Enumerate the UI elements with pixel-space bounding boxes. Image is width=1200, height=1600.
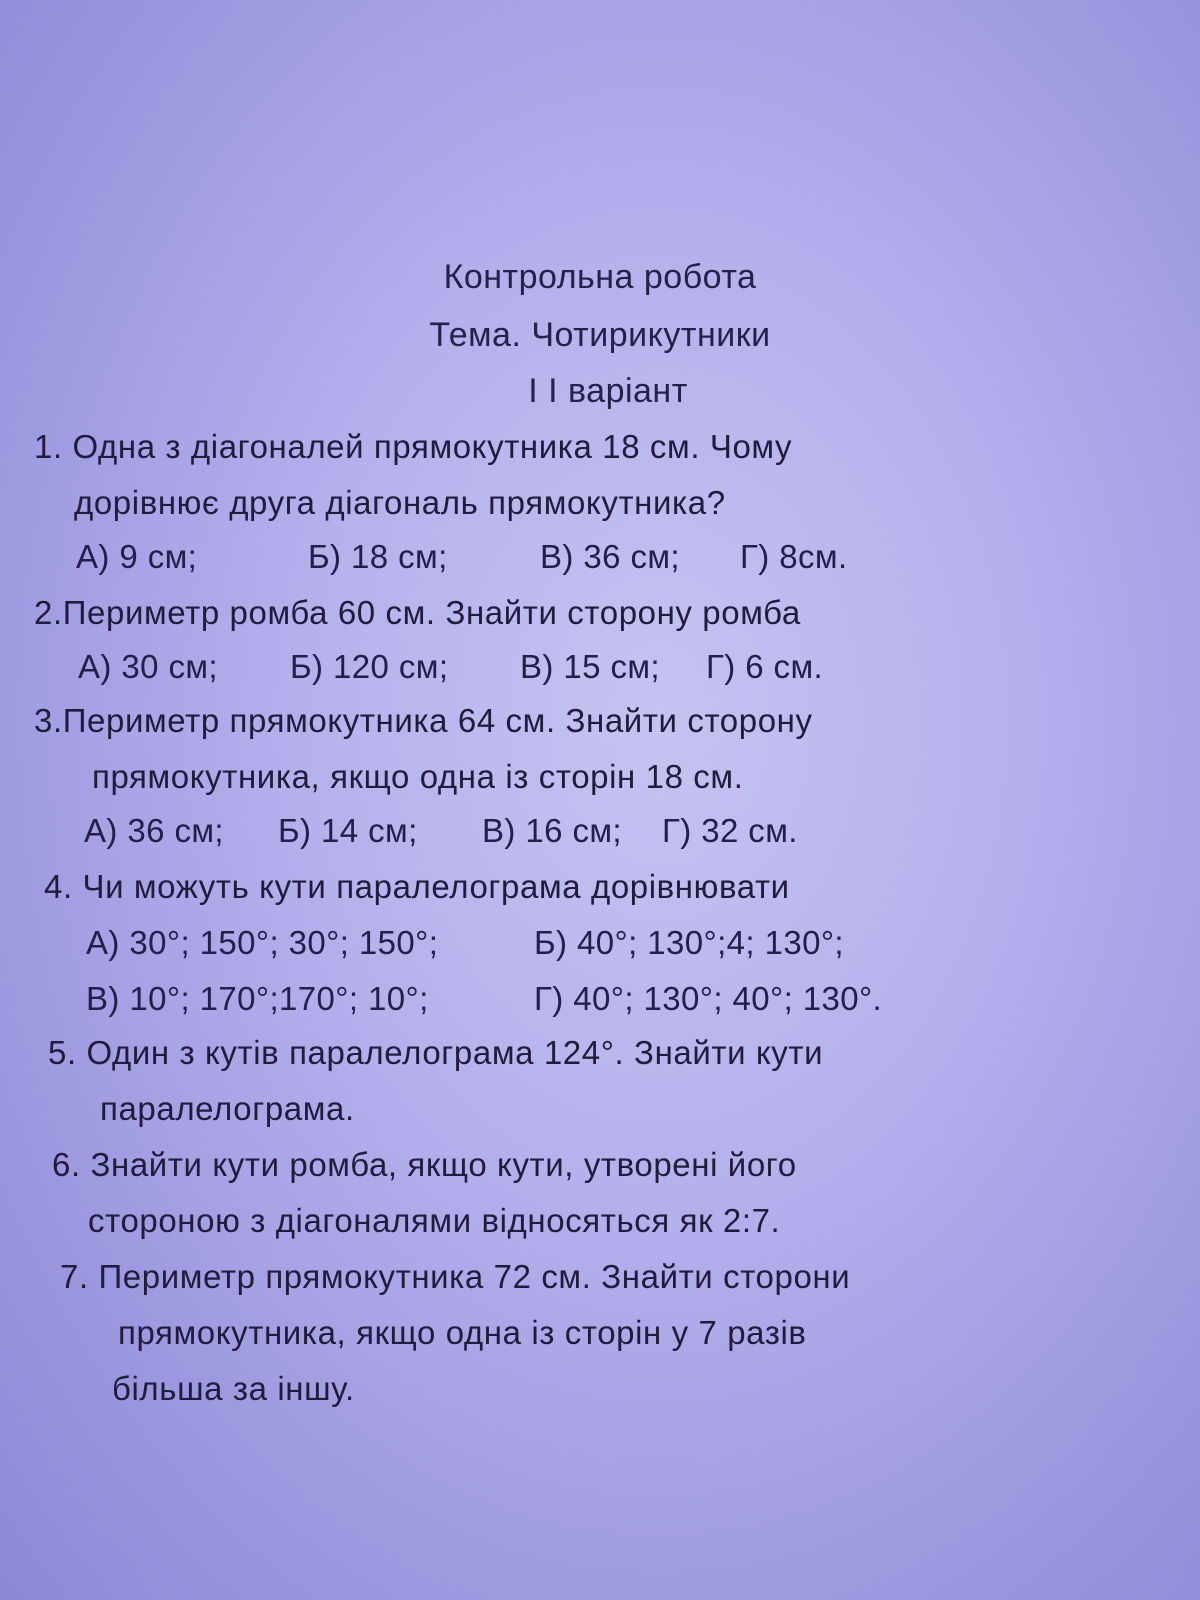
question-6-line-1: 6. Знайти кути ромба, якщо кути, утворені його <box>52 1146 797 1183</box>
question-5-line-1: 5. Один з кутів паралелограма 124°. Знайти кути <box>48 1034 824 1071</box>
question-1-option-d: Г) 8см. <box>740 538 848 575</box>
question-3-line-2: прямокутника, якщо одна із сторін 18 см. <box>92 758 744 795</box>
test-topic: Тема. Чотирикутники <box>429 316 771 354</box>
question-2-line-1: 2.Периметр ромба 60 см. Знайти сторону ромба <box>34 594 801 631</box>
question-7-line-3: більша за іншу. <box>112 1370 355 1407</box>
question-2-option-d: Г) 6 см. <box>706 648 824 685</box>
question-1-option-a: А) 9 см; <box>76 538 198 575</box>
question-1-line-1: 1. Одна з діагоналей прямокутника 18 см. Чому <box>34 428 793 465</box>
test-variant: І І варіант <box>528 372 688 410</box>
question-6-line-2: стороною з діагоналями відносяться як 2:7. <box>88 1202 781 1239</box>
question-1-line-2: дорівнює друга діагональ прямокутника? <box>74 484 726 521</box>
question-4-option-c: В) 10°; 170°;170°; 10°; <box>86 980 429 1017</box>
question-7-line-2: прямокутника, якщо одна із сторін у 7 разів <box>118 1314 807 1351</box>
question-4-option-b: Б) 40°; 130°;4; 130°; <box>534 924 844 961</box>
test-title: Контрольна робота <box>443 258 757 296</box>
question-2-option-c: В) 15 см; <box>520 648 660 685</box>
question-4-option-d: Г) 40°; 130°; 40°; 130°. <box>534 980 883 1017</box>
question-7-line-1: 7. Периметр прямокутника 72 см. Знайти сторони <box>60 1258 851 1295</box>
question-1-option-c: В) 36 см; <box>540 538 680 575</box>
question-4-option-a: А) 30°; 150°; 30°; 150°; <box>86 924 439 961</box>
question-2-option-b: Б) 120 см; <box>290 648 449 685</box>
question-3-line-1: 3.Периметр прямокутника 64 см. Знайти сторону <box>34 702 813 739</box>
question-3-option-c: В) 16 см; <box>482 812 622 849</box>
question-3-option-d: Г) 32 см. <box>662 812 798 849</box>
question-1-option-b: Б) 18 см; <box>308 538 448 575</box>
question-5-line-2: паралелограма. <box>100 1090 355 1127</box>
question-3-option-a: А) 36 см; <box>84 812 224 849</box>
question-3-option-b: Б) 14 см; <box>278 812 418 849</box>
question-2-option-a: А) 30 см; <box>78 648 218 685</box>
question-4-line-1: 4. Чи можуть кути паралелограма дорівнювати <box>44 868 790 905</box>
